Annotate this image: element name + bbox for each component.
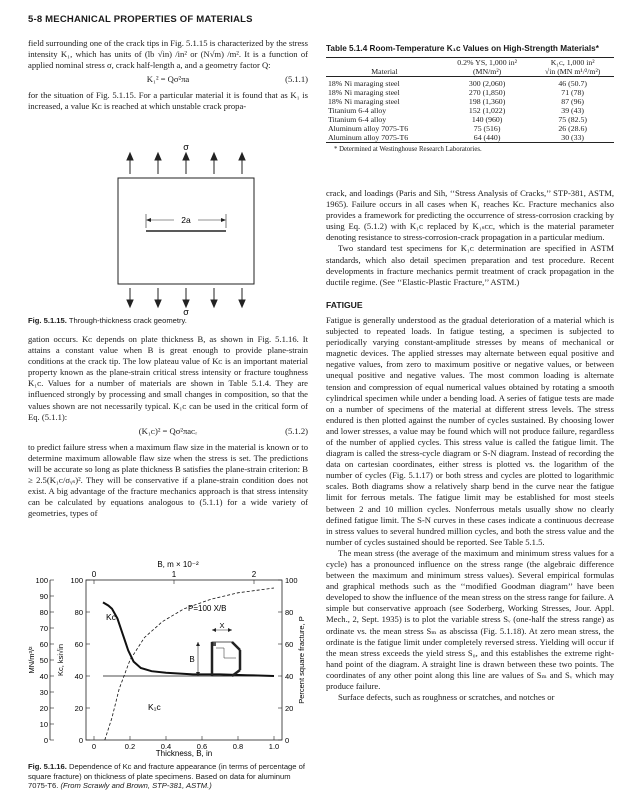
table-row: [326, 133, 614, 143]
tick-label: 90: [39, 592, 48, 601]
table-row: [326, 106, 614, 115]
kic-label: K₁ᴄ: [148, 702, 161, 712]
tick-label: 0.8: [232, 742, 244, 751]
tick-label: 0.4: [160, 742, 172, 751]
page-header: 5-8 MECHANICAL PROPERTIES OF MATERIALS: [28, 14, 253, 25]
caption-label: Fig. 5.1.15.: [28, 316, 67, 325]
arrow-head: [127, 153, 133, 160]
outer-left-ticks: [35, 576, 54, 745]
arrow-head: [211, 153, 217, 160]
table-cell: 18% Ni maraging steel: [328, 97, 400, 106]
column-header: (MN/m²): [472, 67, 502, 76]
kc-label: Kᴄ: [106, 612, 116, 622]
paragraph: gation occurs. Kᴄ depends on plate thickness B, as shown in Fig. 5.1.16. It attains a constant value when B is great enough to provide plane-strain conditions at the crack tip. The low plateau value of Kᴄ is an important material property known as the plane-strain critical stress intensity or fracture toughness K₁ᴄ. Values for a number of materials are shown in Table 5.1.4. They are influenced strongly by processing and small changes in composition, so that the values shown are not necessarily typical. K₁ᴄ can be used in the critical form of Eq. (5.1.1):: [28, 334, 308, 422]
table-cell: 152 (1,022): [468, 106, 506, 115]
equation-5-1-1: [28, 74, 308, 87]
right-axis-label: Percent square fracture, P: [297, 616, 306, 704]
arrow-head: [183, 153, 189, 160]
right-column: [326, 188, 614, 703]
crack-length-label: 2a: [181, 215, 191, 225]
table-cell: Aluminum alloy 7075-T6: [328, 124, 409, 133]
paragraph: crack, and loadings (Paris and Sih, ‘‘Stress Analysis of Cracks,’’ STP-381, ASTM, 1965). Failure occurs in all cases when K₁ reaches Kᴄ. Fracture mechanics also provides a framework for predicting the occurrence of stress-corrosion cracking by using Eq. (5.1.2) with K₁ᴄ replaced by K₁ₛᴄᴄ, which is the material parameter denoting resistance to stress-corrosion-crack propagation in a particular medium.: [326, 188, 614, 243]
inner-left-axis-label: Kᴄ, ksi√in: [56, 643, 65, 677]
outer-left-axis-label: MN/m³/²: [27, 646, 36, 674]
caption-text: Dependence of Kᴄ and fracture appearance (in terms of percentage of square fracture) on thickness of plate specimens. Based on data for aluminum 7075-T6.: [28, 762, 305, 791]
table-cell: Titanium 6-4 alloy: [328, 106, 387, 115]
paragraph: Two standard test specimens for K₁ᴄ determination are specified in ASTM standards, which also detail specimen preparation and test procedure. Recent developments in fracture mechanics permit treatment of crack propagation in the ductile regime. (See ‘‘Elastic-Plastic Fracture,’’ ASTM.): [326, 243, 614, 287]
left-column-top: [28, 38, 308, 112]
paragraph: for the situation of Fig. 5.1.15. For a particular material it is found that as K₁ is increased, a value Kᴄ is reached at which unstable crack propa-: [28, 90, 308, 112]
top-tick-label: 0: [91, 570, 97, 579]
tick-label: 10: [39, 720, 48, 729]
tick-label: 40: [39, 672, 48, 681]
table-row: [326, 124, 614, 133]
table-row: [326, 88, 614, 97]
plot-frame: [86, 580, 282, 740]
table-row: [326, 79, 614, 88]
tick-label: 20: [39, 704, 48, 713]
table-row: [326, 97, 614, 106]
table-footnote: * Determined at Westinghouse Research Laboratories.: [334, 146, 482, 153]
tick-label: 100: [35, 576, 48, 585]
right-ticks: [278, 576, 298, 745]
equation-number: (5.1.2): [285, 425, 308, 436]
tick-label: 20: [285, 704, 294, 713]
figure-5-1-16: [28, 558, 310, 758]
sigma-top-label: σ: [183, 142, 189, 152]
figure-5-1-16-caption: [28, 762, 310, 791]
table-cell: 18% Ni maraging steel: [328, 88, 400, 97]
table-cell: 26 (28.6): [558, 124, 587, 133]
table-cell: 87 (96): [561, 97, 585, 106]
tick-label: 0: [91, 742, 97, 751]
tick-label: 1.0: [268, 742, 280, 751]
tick-label: 100: [285, 576, 298, 585]
tick-label: 0.2: [124, 742, 136, 751]
tick-label: 40: [285, 672, 294, 681]
tick-label: 60: [39, 640, 48, 649]
paragraph: Fatigue is generally understood as the gradual deterioration of a material which is subjected to repeated loads. In fatigue testing, a specimen is subjected to periodically varying constant-amplitude stresses by means of mechanical or magnetic devices. The applied stresses may alternate between equal positive and negative values, from zero to maximum positive or negative values, or between unequal positive and negative values. The most common loading is alternate tension and compression of equal numerical values obtained by rotating a smooth cylindrical specimen while under a bending load. A series of fatigue tests are made on a number of specimens of the material at different stress levels. The stress endured is then plotted against the number of cycles sustained. By choosing lower and lower stresses, a value may be found which will not produce failure, regardless of the number of applied cycles. This stress value is called the fatigue limit. The diagram is called the stress-cycle diagram or S-N diagram. Instead of recording the data on cartesian coordinates, either stress is plotted vs. the logarithm of the number of cycles (Fig. 5.1.17) or both stress and cycles are plotted to logarithmic scales. Both diagrams show a relatively sharp bend in the curve near the fatigue limit for ferrous metals. The fatigue limit may be established for most steels between 2 and 10 million cycles. Nonferrous metals usually show no clearly defined fatigue limit. The S-N curves in these cases indicate a continuous decrease in stress values to several hundred million cycles, and both the stress value and the number of cycles sustained should be reported. See Table 5.1.5.: [326, 314, 614, 547]
left-column-middle: [28, 334, 308, 519]
table-row: [326, 115, 614, 124]
table-cell: 39 (43): [561, 106, 585, 115]
column-header: K₁ᴄ, 1,000 in²: [550, 58, 595, 67]
tick-label: 80: [39, 608, 48, 617]
b-marker-label: B: [189, 655, 195, 664]
paragraph: to predict failure stress when a maximum flaw size in the material is known or to determine maximum allowable flaw size when the stress is set. The predictions will be accurate so long as plate thickness B satisfies the plane-strain criterion: B ≥ 2.5(K₁ᴄ/σᵧₛ)². They will be conservative if a plane-strain condition does not exist. A big advantage of the fracture mechanics approach is that stress intensity can be calculated by equations analogous to (5.1.1) for a wide variety of geometries, types of: [28, 441, 308, 519]
tick-label: 30: [39, 688, 48, 697]
equation-expression: K₁² = Qσ²πa: [146, 74, 190, 85]
top-tick-label: 2: [251, 570, 257, 579]
tick-label: 0.6: [196, 742, 208, 751]
table-cell: 18% Ni maraging steel: [328, 79, 400, 88]
tick-label: 40: [74, 672, 83, 681]
table-5-1-4: [326, 44, 614, 153]
column-header: 0.2% YS, 1,000 in²: [457, 58, 517, 67]
kc-curve: [103, 602, 274, 676]
table-cell: 46 (50.7): [558, 79, 587, 88]
tick-label: 80: [285, 608, 294, 617]
tick-label: 60: [285, 640, 294, 649]
figure-5-1-15-caption: [28, 316, 308, 326]
caption-text: Through-thickness crack geometry.: [68, 316, 187, 325]
tick-label: 70: [39, 624, 48, 633]
table-cell: Aluminum alloy 7075-T6: [328, 133, 409, 142]
thickness-chart: [28, 558, 310, 758]
table-header-row: [326, 58, 614, 67]
caption-source: (From Scrawly and Brown, STP-381, ASTM.): [60, 781, 212, 791]
arrow-head: [239, 153, 245, 160]
table-cell: 75 (516): [473, 124, 501, 133]
crack-geometry-diagram: [28, 140, 308, 315]
x-marker-label: X: [219, 621, 225, 630]
equation-5-1-2: [28, 426, 308, 439]
top-axis-label: B, m × 10⁻²: [157, 560, 199, 569]
table-cell: 30 (33): [561, 133, 585, 142]
column-header: Material: [371, 67, 398, 76]
paragraph: field surrounding one of the crack tips in Fig. 5.1.15 is characterized by the stress intensity K₁, which has units of (lb √in) /in² or (N√m) /m². It is a function of applied nominal stress σ, crack half-length a, and a geometry factor Q:: [28, 38, 308, 71]
table-cell: 300 (2,060): [468, 79, 506, 88]
top-tick-label: 1: [171, 570, 177, 579]
tick-label: 50: [39, 656, 48, 665]
inner-left-ticks: [70, 576, 90, 745]
table-cell: 71 (78): [561, 88, 585, 97]
x-axis-label: Thickness, B, in: [155, 749, 213, 758]
kic-table: [326, 58, 614, 145]
p-formula-label: P=100 X/B: [188, 604, 227, 613]
arrow-head: [155, 153, 161, 160]
tick-label: 0: [43, 736, 48, 745]
tick-label: 60: [74, 640, 83, 649]
column-header: √in (MN m¹/²/m²): [544, 67, 601, 76]
equation-expression: (K₁ᴄ)² = Qσ²πaᴄᵣ: [138, 425, 198, 436]
caption-label: Fig. 5.1.16.: [28, 762, 67, 771]
tick-label: 0: [78, 736, 83, 745]
table-cell: Titanium 6-4 alloy: [328, 115, 387, 124]
table-title: Table 5.1.4 Room-Temperature K₁ᴄ Values on High-Strength Materials*: [326, 44, 599, 53]
paragraph: Surface defects, such as roughness or scratches, and notches or: [338, 692, 555, 703]
table-cell: 140 (960): [471, 115, 503, 124]
table-cell: 75 (82.5): [558, 115, 587, 124]
figure-5-1-15: [28, 140, 308, 315]
specimen-inset: [189, 621, 240, 676]
tick-label: 20: [74, 704, 83, 713]
sigma-bottom-label: σ: [183, 307, 189, 317]
table-cell: 64 (440): [473, 133, 501, 142]
tick-label: 0: [285, 736, 290, 745]
tick-label: 80: [74, 608, 83, 617]
equation-number: (5.1.1): [285, 74, 308, 85]
paragraph: The mean stress (the average of the maximum and minimum stress values for a cycle) has a pronounced influence on the stress range (the algebraic difference between the maximum and minimum stress values). Several empirical formulas and graphical methods such as the ‘‘modified Goodman diagram’’ have been developed to show the influence of the mean stress on the stress range for failure. A simple but conservative approach (see Soderberg, Working Stresses, Jour. Appl. Mech., 2, Sept. 1935) is to plot the variable stress Sᵥ (one-half the stress range) as ordinate vs. the mean stress Sₘ as abscissa (Fig. 5.1.18). At zero mean stress, the ordinate is the fatigue limit under completely reversed stress. Yielding will occur if the mean stress exceeds the yield stress S₀, and this establishes the extreme right-hand point of the diagram. A straight line is drawn between these two points. The coordinates of any other point along this line are values of Sₘ and Sᵥ which may produce failure.: [326, 547, 614, 692]
tick-label: 100: [70, 576, 83, 585]
table-header-row: [326, 67, 614, 77]
section-heading: FATIGUE: [326, 299, 363, 310]
table-cell: 270 (1,850): [468, 88, 506, 97]
table-cell: 198 (1,360): [468, 97, 506, 106]
